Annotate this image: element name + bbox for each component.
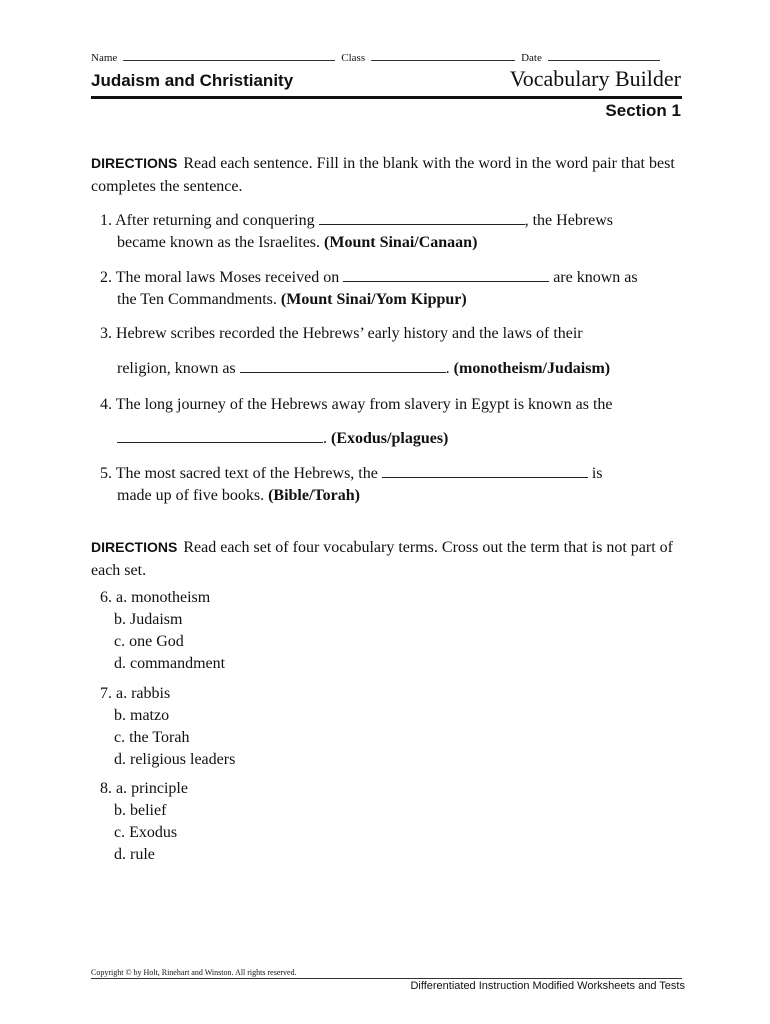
word-pair-hint: (Exodus/plagues) — [331, 430, 449, 447]
question-4-continued — [100, 428, 690, 450]
question-number: 5. — [100, 465, 112, 482]
word-pair-hint: (Mount Sinai/Canaan) — [324, 234, 478, 251]
directions-label: DIRECTIONS — [91, 155, 178, 171]
question-number: 1. — [100, 212, 112, 229]
question-number: 4. — [100, 396, 112, 413]
set-number: 6. — [100, 589, 112, 606]
directions-text: Read each set of four vocabulary terms. Cross out the term that is not part of each set. — [91, 539, 673, 579]
worksheet-title: Vocabulary Builder — [509, 66, 681, 91]
footer-divider — [91, 978, 682, 979]
chapter-title: Judaism and Christianity — [91, 71, 294, 90]
set-number: 7. — [100, 685, 112, 702]
term-option[interactable]: d. commandment — [114, 655, 226, 672]
term-option[interactable]: d. religious leaders — [114, 751, 236, 768]
directions-part1 — [91, 152, 691, 198]
section-label: Section 1 — [605, 101, 681, 120]
question-1 — [100, 210, 690, 254]
set-number: 8. — [100, 780, 112, 797]
term-set-8 — [100, 778, 188, 866]
question-text: . — [323, 430, 327, 447]
question-2 — [100, 267, 690, 311]
question-number: 3. — [100, 325, 112, 342]
question-text: made up of five books. — [117, 487, 265, 504]
term-set-7 — [100, 683, 235, 771]
answer-blank-4[interactable] — [117, 428, 323, 443]
question-number: 2. — [100, 269, 112, 286]
term-option[interactable]: a. principle — [116, 780, 188, 797]
term-set-6 — [100, 587, 225, 675]
term-option[interactable]: b. matzo — [114, 707, 170, 724]
question-text: . — [445, 360, 450, 377]
question-text: religion, known as — [117, 360, 236, 377]
term-option[interactable]: b. belief — [114, 802, 167, 819]
term-option[interactable]: a. monotheism — [116, 589, 211, 606]
answer-blank-2[interactable] — [343, 267, 549, 282]
question-5 — [100, 463, 690, 507]
term-option[interactable]: c. one God — [114, 633, 184, 650]
question-text: The moral laws Moses received on — [115, 269, 340, 286]
name-field[interactable] — [123, 50, 335, 61]
copyright-notice: Copyright © by Holt, Rinehart and Winston. All rights reserved. — [91, 968, 297, 977]
term-option[interactable]: d. rule — [114, 846, 155, 863]
question-3 — [100, 323, 690, 345]
class-label: Class — [341, 52, 366, 64]
question-text: are known as — [553, 269, 638, 286]
question-text: is — [591, 465, 603, 482]
answer-blank-1[interactable] — [319, 210, 525, 225]
question-text: the Ten Commandments. — [117, 291, 277, 308]
answer-blank-3[interactable] — [240, 358, 446, 373]
question-text: The long journey of the Hebrews away from slavery in Egypt is known as the — [115, 396, 613, 413]
term-option[interactable]: c. Exodus — [114, 824, 178, 841]
header-divider — [91, 96, 682, 99]
directions-label: DIRECTIONS — [91, 539, 178, 555]
word-pair-hint: (monotheism/Judaism) — [453, 360, 611, 377]
title-row — [91, 66, 681, 92]
question-text: , the Hebrews — [524, 212, 614, 229]
class-field[interactable] — [371, 50, 515, 61]
word-pair-hint: (Bible/Torah) — [268, 487, 360, 504]
question-text: The most sacred text of the Hebrews, the — [115, 465, 378, 482]
directions-part2 — [91, 536, 691, 582]
question-text: After returning and conquering — [115, 212, 315, 229]
directions-text: Read each sentence. Fill in the blank with the word in the word pair that best completes the sentence. — [91, 155, 675, 195]
student-info-fields — [91, 50, 681, 64]
term-option[interactable]: b. Judaism — [114, 611, 183, 628]
word-pair-hint: (Mount Sinai/Yom Kippur) — [280, 291, 467, 308]
book-title: Differentiated Instruction Modified Worksheets and Tests — [410, 980, 685, 992]
question-text: became known as the Israelites. — [117, 234, 321, 251]
question-4 — [100, 394, 690, 416]
answer-blank-5[interactable] — [382, 463, 588, 478]
question-3-continued — [100, 358, 690, 380]
date-field[interactable] — [548, 50, 660, 61]
question-text: Hebrew scribes recorded the Hebrews’ early history and the laws of their — [116, 325, 583, 342]
name-label: Name — [91, 52, 118, 64]
date-label: Date — [521, 52, 542, 64]
term-option[interactable]: c. the Torah — [114, 729, 190, 746]
term-option[interactable]: a. rabbis — [116, 685, 171, 702]
